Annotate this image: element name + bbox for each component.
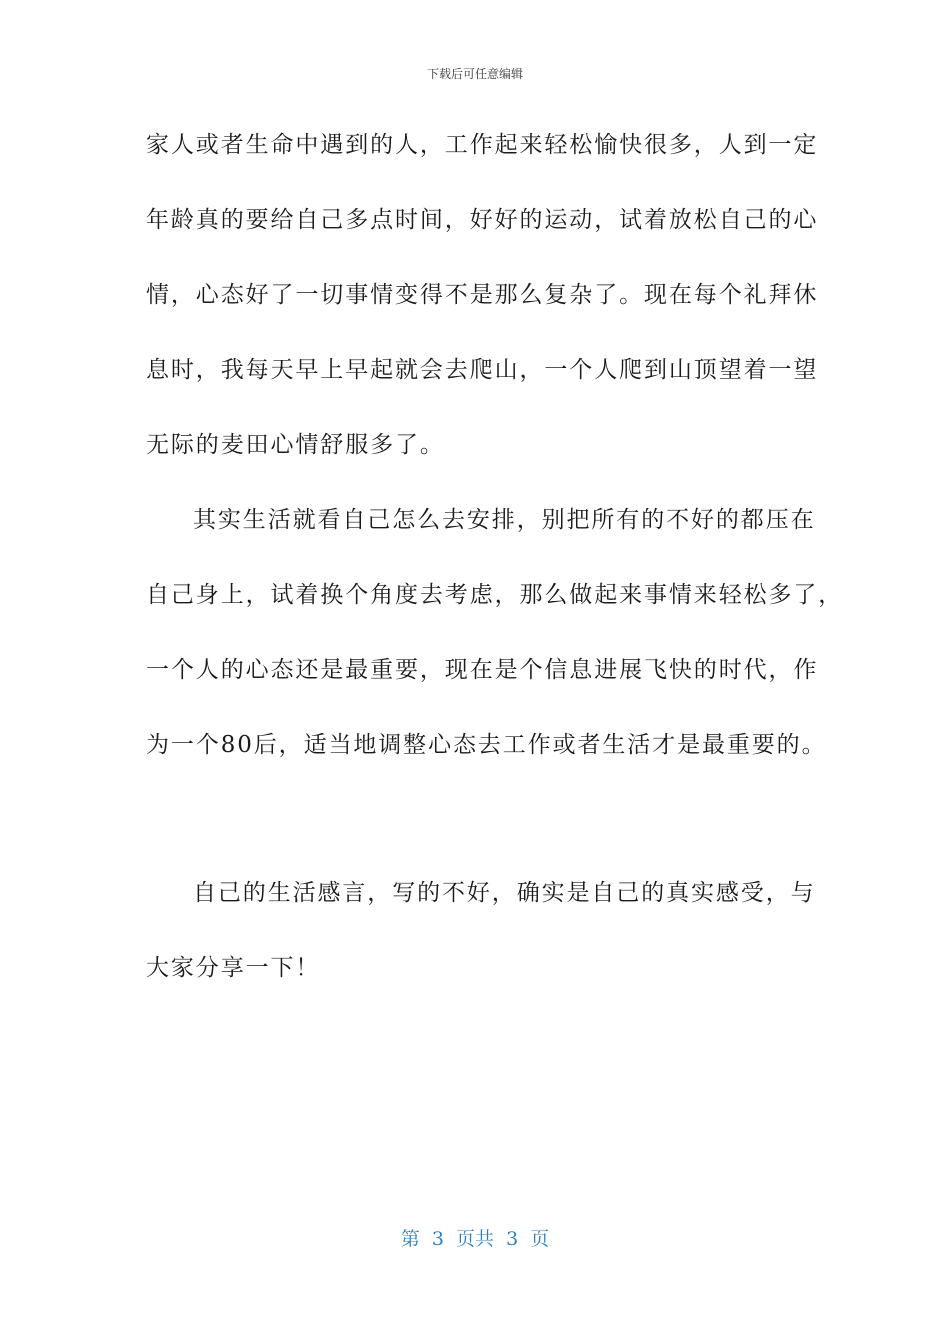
body-line: 自己的生活感言，写的不好，确实是自己的真实感受，与 xyxy=(193,880,816,906)
body-line: 一个人的心态还是最重要，现在是个信息进展飞快的时代，作 xyxy=(146,657,819,683)
page-number-footer: 第 3 页共 3 页 xyxy=(400,1228,550,1250)
body-line: 家人或者生命中遇到的人，工作起来轻松愉快很多，人到一定 xyxy=(146,132,819,158)
body-line: 自己身上，试着换个角度去考虑，那么做起来事情来轻松多了， xyxy=(146,582,844,608)
body-line: 其实生活就看自己怎么去安排，别把所有的不好的都压在 xyxy=(193,507,816,533)
body-line: 为一个80后，适当地调整心态去工作或者生活才是最重要的。 xyxy=(146,732,827,758)
body-line: 无际的麦田心情舒服多了。 xyxy=(146,432,445,458)
body-line: 大家分享一下！ xyxy=(146,955,321,981)
page-header: 下载后可任意编辑 xyxy=(426,67,523,81)
body-line: 年龄真的要给自己多点时间，好好的运动，试着放松自己的心 xyxy=(146,207,819,233)
body-line: 息时，我每天早上早起就会去爬山，一个人爬到山顶望着一望 xyxy=(146,357,819,383)
body-line: 情，心态好了一切事情变得不是那么复杂了。现在每个礼拜休 xyxy=(146,282,819,308)
